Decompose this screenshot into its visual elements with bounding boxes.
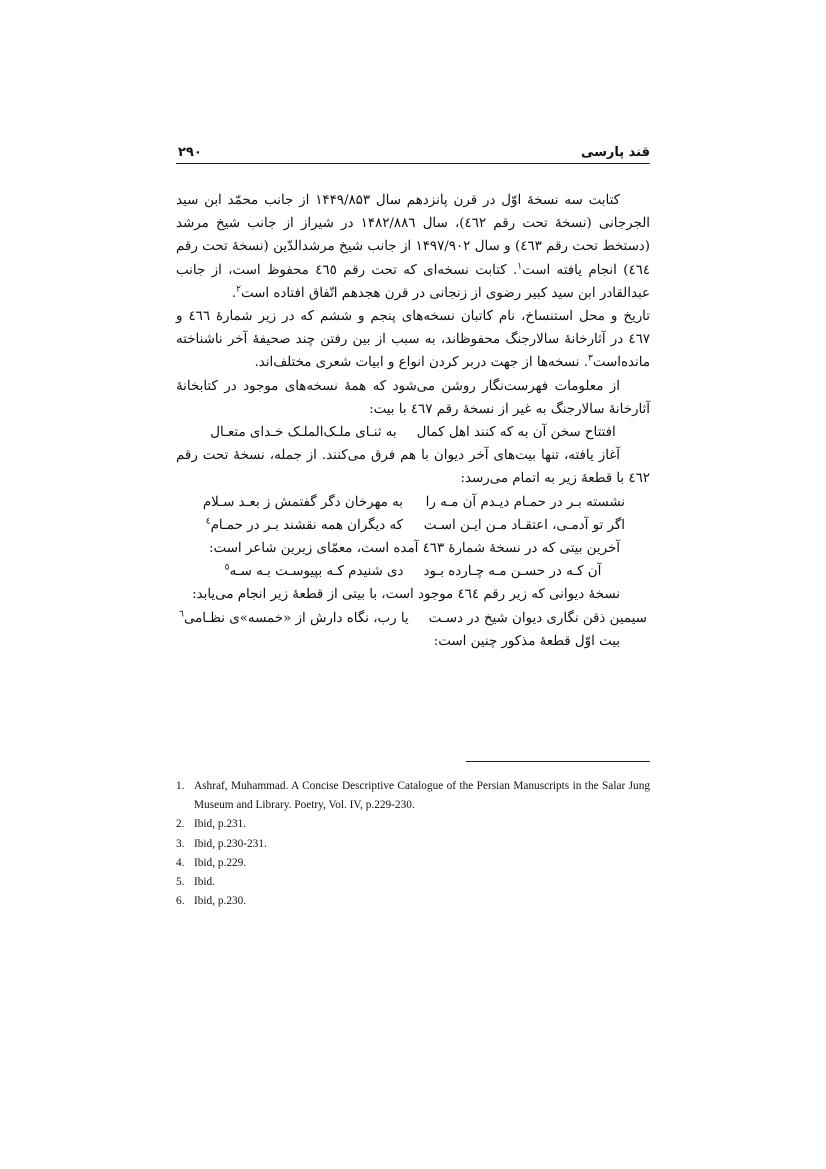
page-number: ۲۹۰ <box>178 145 202 160</box>
footnote-2: 2. Ibid, p.231. <box>176 818 247 831</box>
footnote-separator <box>466 761 650 762</box>
hemistich-right: سیمین ذقن نگاری دیوان شیخ در دسـت <box>428 610 647 626</box>
footnote-3: 3. Ibid, p.230-231. <box>176 837 267 850</box>
hemistich-left: به ثنـای ملـک‌الملـک خـدای متعـال <box>210 425 397 441</box>
running-header <box>176 143 650 164</box>
footnote-ref-3: ۳ <box>588 353 593 364</box>
paragraph-3: از معلومات فهرست‌نگار روشن می‌شود که همهٔ نسخه‌های موجود در کتابخانهٔ آثارخانهٔ سالارجنگ به غیر از نسخهٔ رقم ٤٦٧ با بیت: <box>176 378 650 417</box>
verse-5 <box>176 607 650 630</box>
verse-1 <box>176 421 650 444</box>
hemistich-left: به مهرخان دگر گفتمش ز بعـد سـلام <box>202 494 403 510</box>
footnote-1: 1. Ashraf, Muhammad. A Concise Descriptive Catalogue of the Persian Manuscripts in the Salar Jung Museum and Library. Poetry, Vol. IV, p.229-230. <box>176 780 650 812</box>
footnote-6: 6. Ibid, p.230. <box>176 895 247 908</box>
hemistich-right: اگر تو آدمـی، اعتقـاد مـن ایـن اسـت <box>423 517 625 533</box>
hemistich-left: که دیگران همه نقشند بـر در حمـام$^٤$ <box>205 516 403 533</box>
footnote-4: 4. Ibid, p.229. <box>176 856 247 869</box>
paragraph-6: نسخهٔ دیوانی که زیر رقم ٤٦٤ موجود است، با بیتی از قطعهٔ زیر انجام می‌یابد: <box>192 587 620 603</box>
verse-2 <box>176 491 650 514</box>
paragraph-2: تاریخ و محل استنساخ، نام کاتبان نسخه‌های پنجم و ششم که در زیر شمارهٔ ٤٦٦ و ٤٦٧ در آثارخانهٔ سالارجنگ محفوظاند، به سبب از بین رفتن چند صحیفهٔ آخر ناشناخته مانده‌است$^۳$. نسخه‌ها از جهت دربر کردن انواع و ابیات شعری مختلف‌اند. <box>176 309 650 371</box>
hemistich-right: آن کـه در حسـن مـه چـارده بـود <box>423 564 602 580</box>
paragraph-4: آغاز یافته، تنها بیت‌های آخر دیوان با هم فرق می‌کنند. از جمله، نسخهٔ تحت رقم ٤٦٢ با قطعهٔ زیر به اتمام می‌رسد: <box>176 448 650 487</box>
paragraph-7: بیت اوّل قطعهٔ مذکور چنین است: <box>433 633 620 649</box>
verse-4 <box>176 560 650 583</box>
hemistich-right: نشسته بـر در حمـام دیـدم آن مـه را <box>425 494 625 510</box>
hemistich-left: دی شنیدم کـه بپیوسـت بـه سـه$^٥$ <box>224 562 404 580</box>
footnote-ref-5: ٥ <box>224 562 230 573</box>
hemistich-right: افتتاح سخن آن به که کنند اهل کمال <box>416 425 616 441</box>
footnote-ref-1: ۱ <box>517 261 523 272</box>
footnote-ref-6: ٦ <box>179 609 184 620</box>
footnote-ref-4: ٤ <box>205 516 211 527</box>
paragraph-1: کتابت سه نسخهٔ اوّل در قرن پانزدهم سال ۱۴۴۹/۸۵۳ از جانب محمّد ابن سید الجرجانی (نسخهٔ تحت رقم ٤٦٢)، سال ۱۴۸۲/۸۸٦ در شیراز از جانب شیخ مرشد (دستخط تحت رقم ٤٦٣) و سال ۱۴۹۷/۹۰۲ از جانب شیخ مرشدالدّین (نسخهٔ تحت رقم ٤٦٤) انجام یافته است$^۱$. کتابت نسخه‌ای که تحت رقم ٤٦٥ محفوظ است، از جانب عبدالقادر ابن سید کبیر رضوی از زنجانی در قرن هجدهم اتّفاق افتاده است$^۲$. <box>176 193 651 301</box>
verse-3 <box>176 514 650 537</box>
footnotes <box>176 777 650 911</box>
main-text <box>176 189 650 653</box>
journal-title: قند پارسی <box>580 145 650 160</box>
footnote-5: 5. Ibid. <box>176 876 216 889</box>
hemistich-left: یا رب، نگاه دارش از «خمسه»ی نظـامی$^٦$ <box>179 609 409 626</box>
footnote-ref-2: ۲ <box>236 284 242 295</box>
paragraph-5: آخرین بیتی که در نسخهٔ شمارهٔ ٤٦٣ آمده است، معمّای زیرین شاعر است: <box>208 541 620 557</box>
